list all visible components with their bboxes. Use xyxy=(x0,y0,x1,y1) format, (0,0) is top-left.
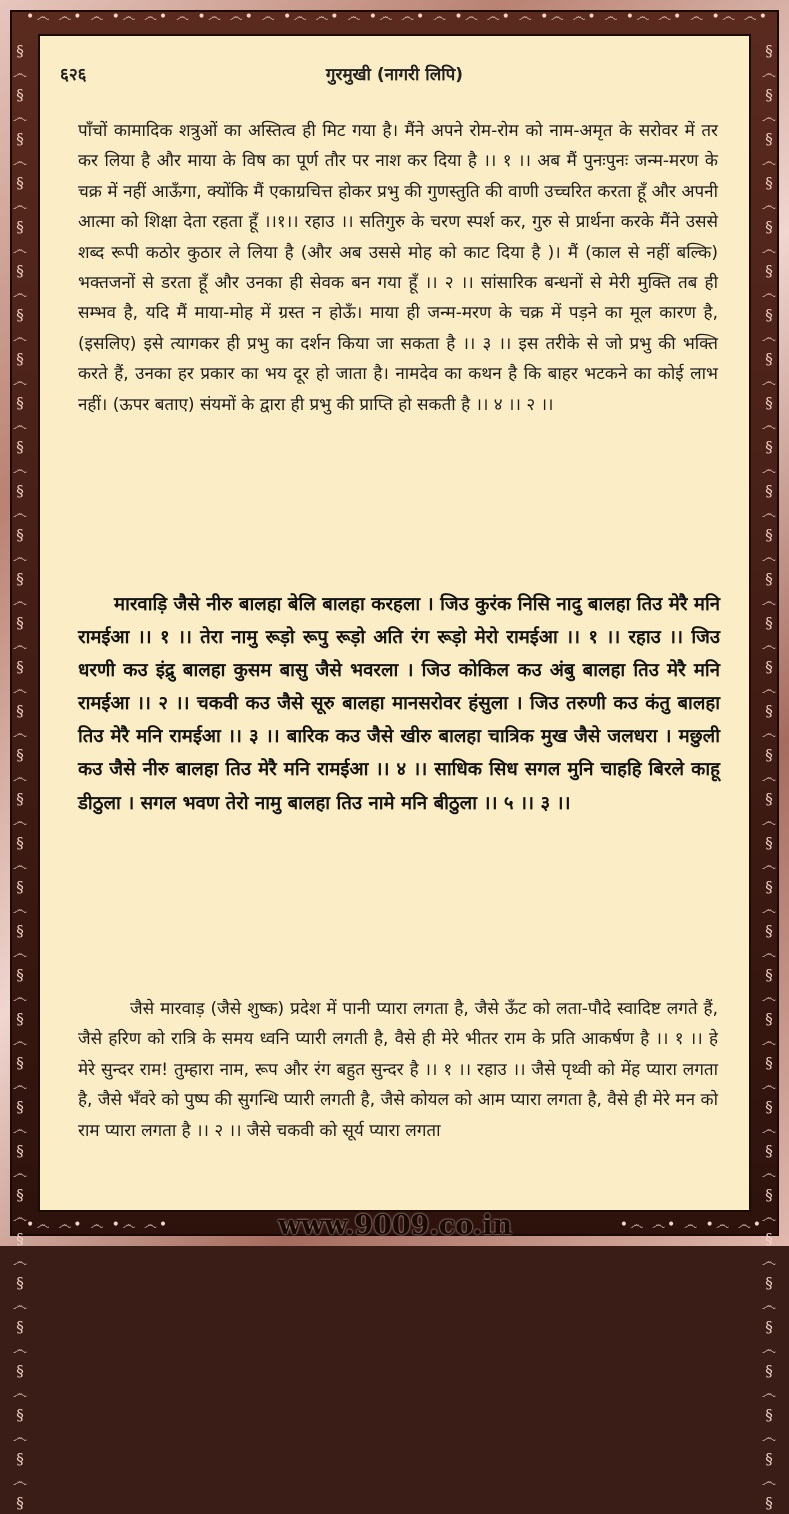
verse-text: मारवाड़ि जैसे नीरु बालहा बेलि बालहा करहला । जिउ कुरंक निसि नादु बालहा तिउ मेरै मनि रामईआ ।। १ ।। तेरा नामु रूड़ो रूपु रूड़ो अति रंग रूड़ो मेरो रामईआ ।। १ ।। रहाउ ।। जिउ धरणी कउ इंद्रु बालहा कुसम बासु जैसे भवरला । जिउ कोकिल कउ अंबु बालहा तिउ मेरै मनि रामईआ ।। २ ।। चकवी कउ जैसे सूरु बालहा मानसरोवर हंसुला । जिउ तरुणी कउ कंतु बालहा तिउ मेरै मनि रामईआ ।। ३ ।। बारिक कउ जैसे खीरु बालहा चात्रिक मुख जैसे जलधरा । मछुली कउ जैसे नीरु बालहा तिउ मेरै मनि रामईआ ।। ४ ।। साधिक सिध सगल मुनि चाहहि बिरले काहू डीठुला । सगल भवण तेरो नामु बालहा तिउ नामे मनि बीठुला ।। ५ ।। ३ ।। xyxy=(78,594,720,814)
top-scroll-ornament: •෴ ෴• ෴ •෴ ෴• ෴ •෴ ෴• ෴ •෴ ෴• ෴ •෴ ෴• ෴ •෴ ෴• ෴ •෴ ෴• ෴ •෴ ෴• ෴ •෴ ෴• xyxy=(26,9,769,25)
book-page xyxy=(38,34,751,1212)
page-header xyxy=(60,62,729,92)
commentary-paragraph-1 xyxy=(78,116,718,420)
bottom-left-scroll-ornament: •෴ ෴• ෴ •෴ ෴• xyxy=(26,1217,170,1233)
commentary-text-1: पाँचों कामादिक शत्रुओं का अस्तित्व ही मिट गया है। मैंने अपने रोम-रोम को नाम-अमृत के सरोवर में तर कर लिया है और माया के विष का पूर्ण तौर पर नाश कर दिया है ।। १ ।। अब मैं पुनः‌पुनः जन्म-मरण के चक्र में नहीं आऊँगा, क्योंकि मैं एकाग्रचित्त होकर प्रभु की गुणस्तुति की वाणी उच्चरित करता हूँ और अपनी आत्मा को शिक्षा देता रहता हूँ ।।१।। रहाउ ।। सतिगुरु के चरण स्पर्श कर, गुरु से प्रार्थना करके मैंने उससे शब्द रूपी कठोर कुठार ले लिया है (और अब उससे मोह को काट दिया है )। मैं (काल से नहीं बल्कि) भक्तजनों से डरता हूँ और उनका ही सेवक बन गया हूँ ।। २ ।। सांसारिक बन्धनों से मेरी मुक्ति तब ही सम्भव है, यदि मैं माया-मोह में ग्रस्त न होऊँ। माया ही जन्म-मरण के चक्र में पड़ने का मूल कारण है, (इसलिए) इसे त्यागकर ही प्रभु का दर्शन किया जा सकता है ।। ३ ।। इस तरीके से जो प्रभु की भक्ति करते हैं, उनका हर प्रकार का भय दूर हो जाता है। नामदेव का कथन है कि बाहर भटकने का कोई लाभ नहीं। (ऊपर बताए) संयमों के द्वारा ही प्रभु की प्राप्ति हो सकती है ।। ४ ।। २ ।। xyxy=(78,121,718,415)
bottom-right-scroll-ornament: •෴ ෴• ෴ •෴ ෴• xyxy=(619,1217,763,1233)
commentary-paragraph-2 xyxy=(78,994,718,1146)
page-number: ६२६ xyxy=(60,65,87,85)
left-scroll-ornament: § ෴ § ෴ § ෴ § ෴ § ෴ § ෴ § ෴ § ෴ § ෴ § ෴ § ෴ § ෴ § ෴ § ෴ § ෴ § ෴ § ෴ § ෴ § ෴ § ෴ § ෴ § ෴ § ෴ § ෴ § ෴ § ෴ § ෴ § ෴ § ෴ § ෴ § ෴ § ෴ § ෴ § xyxy=(12,42,28,1512)
website-watermark: www.9009.co.in xyxy=(277,1210,513,1241)
commentary-text-2: जैसे मारवाड़ (जैसे शुष्क) प्रदेश में पानी प्यारा लगता है, जैसे ऊँट को लता-पौदे स्वादिष्ट लगते हैं, जैसे हरिण को रात्रि के समय ध्वनि प्यारी लगती है, वैसे ही मेरे भीतर राम के प्रति आकर्षण है ।। १ ।। हे मेरे सुन्दर राम! तुम्हारा नाम, रूप और रंग बहुत सुन्दर है ।। १ ।। रहाउ ।। जैसे पृथ्वी को मेंह प्यारा लगता है, जैसे भँवरे को पुष्प की सुगन्धि प्यारी लगती है, जैसे कोयल को आम प्यारा लगता है, वैसे ही मेरे मन को राम प्यारा लगता है ।। २ ।। जैसे चकवी को सूर्य प्यारा लगता xyxy=(78,999,718,1141)
gurbani-verse xyxy=(78,588,720,820)
running-title: गुरमुखी (नागरी लिपि) xyxy=(325,65,464,85)
right-scroll-ornament: § ෴ § ෴ § ෴ § ෴ § ෴ § ෴ § ෴ § ෴ § ෴ § ෴ § ෴ § ෴ § ෴ § ෴ § ෴ § ෴ § ෴ § ෴ § ෴ § ෴ § ෴ § ෴ § ෴ § ෴ § ෴ § ෴ § ෴ § ෴ § ෴ § ෴ § ෴ § ෴ § ෴ § xyxy=(761,42,777,1512)
